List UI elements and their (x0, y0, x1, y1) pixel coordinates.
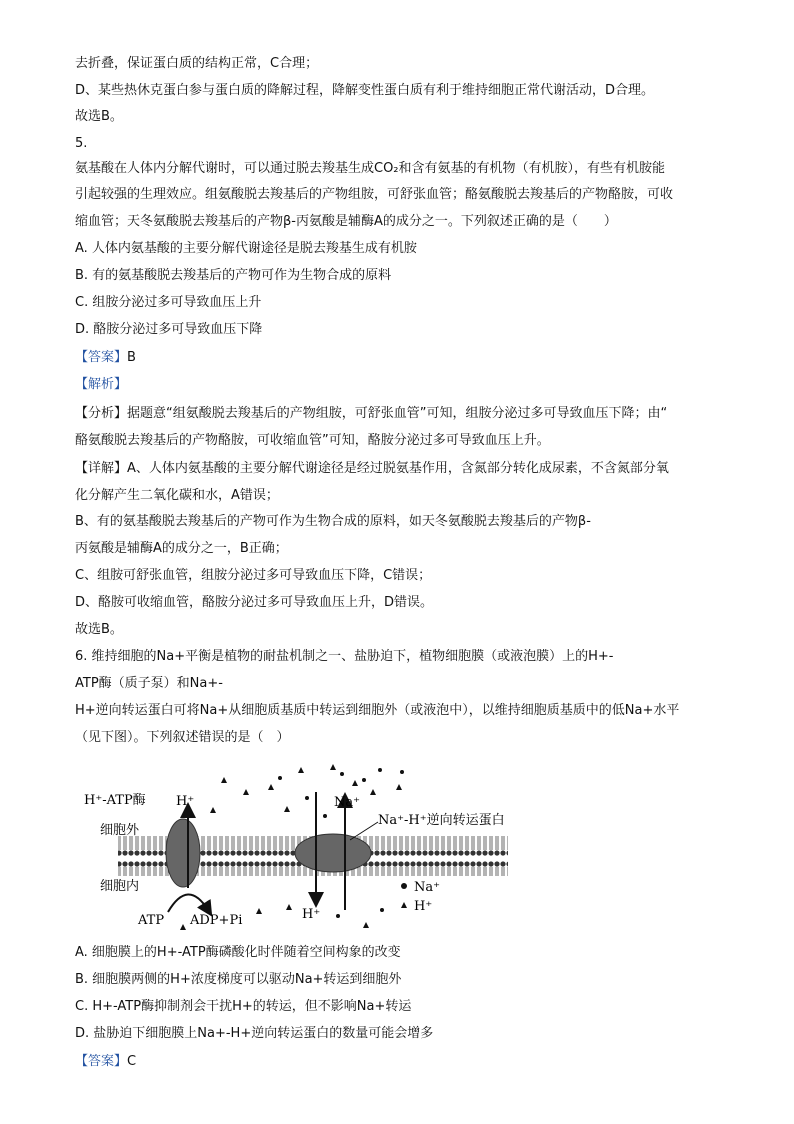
option-d: D. 酪胺分泌过多可导致血压下降 (75, 322, 263, 337)
fenxi-tag: 【分析】 (75, 406, 128, 421)
question-stem: 氨基酸在人体内分解代谢时，可以通过脱去羧基生成CO₂和含有氨基的有机物（有机胺），有些有机胺能 (75, 161, 666, 176)
inside-label: 细胞内 (100, 879, 140, 894)
text-line: 故选B。 (75, 109, 123, 124)
xiangjie-tag: 【详解】 (75, 461, 128, 476)
analysis-tag (75, 376, 127, 394)
answer-tag: 【答案】 (75, 350, 128, 365)
question-stem: H+逆向转运蛋白可将Na+从细胞质基质中转运到细胞外（或液泡中），以维持细胞质基质中的低Na+水平 (75, 703, 680, 718)
antiporter-label: Na⁺-H⁺逆向转运蛋白 (378, 813, 505, 828)
question-stem: 缩血管；天冬氨酸脱去羧基后的产物β-丙氨酸是辅酶A的成分之一。下列叙述正确的是（ ） (75, 214, 617, 229)
atpase-protein (166, 819, 200, 887)
fenxi-text: 据题意“组氨酸脱去羧基后的产物组胺，可舒张血管”可知，组胺分泌过多可导致血压下降；由“ (127, 406, 668, 421)
question-number: 5. (75, 136, 88, 151)
option-c: C. H+-ATP酶抑制剂会干扰H+的转运，但不影响Na+转运 (75, 999, 412, 1014)
fenxi-line (75, 405, 667, 423)
option-d: D. 盐胁迫下细胞膜上Na+-H+逆向转运蛋白的数量可能会增多 (75, 1026, 434, 1041)
analysis-label: 【解析】 (75, 377, 128, 392)
na-top-label: Na⁺ (334, 795, 360, 810)
legend-na-label: Na⁺ (414, 880, 440, 895)
text-line: C、组胺可舒张血管，组胺分泌过多可导致血压下降，C错误； (75, 568, 432, 583)
text-line: 故选B。 (75, 622, 123, 637)
membrane-transport-figure (80, 760, 540, 936)
fenxi-line: 酪氨酸脱去羧基后的产物酪胺，可收缩血管”可知，酪胺分泌过多可导致血压上升。 (75, 433, 550, 448)
answer-tag: 【答案】 (75, 1054, 128, 1069)
atpase-label: H⁺-ATP酶 (84, 793, 146, 808)
antiporter-protein (295, 834, 371, 872)
question-stem: （见下图）。下列叙述错误的是（ ） (75, 730, 290, 745)
text-line: D、某些热休克蛋白参与蛋白质的降解过程，降解变性蛋白质有利于维持细胞正常代谢活动，D合理。 (75, 83, 655, 98)
xiangjie-text: A、人体内氨基酸的主要分解代谢途径是经过脱氨基作用，含氮部分转化成尿素，不含氮部分氧 (127, 461, 669, 476)
xiangjie-line (75, 460, 669, 478)
text-line: B、有的氨基酸脱去羧基后的产物可作为生物合成的原料，如天冬氨酸脱去羧基后的产物β- (75, 514, 591, 529)
question-stem: ATP酶（质子泵）和Na+- (75, 676, 223, 691)
option-b: B. 有的氨基酸脱去羧基后的产物可作为生物合成的原料 (75, 268, 392, 283)
text-line: D、酪胺可收缩血管，酪胺分泌过多可导致血压上升，D错误。 (75, 595, 434, 610)
option-a: A. 人体内氨基酸的主要分解代谢途径是脱去羧基生成有机胺 (75, 241, 417, 256)
text-line: 丙氨酸是辅酶A的成分之一，B正确； (75, 541, 288, 556)
option-c: C. 组胺分泌过多可导致血压上升 (75, 295, 262, 310)
legend-h-marker (401, 902, 407, 908)
option-b: B. 细胞膜两侧的H+浓度梯度可以驱动Na+转运到细胞外 (75, 972, 402, 987)
text-line: 去折叠，保证蛋白质的结构正常，C合理； (75, 56, 319, 71)
option-a: A. 细胞膜上的H+-ATP酶磷酸化时伴随着空间构象的改变 (75, 945, 401, 960)
adp-label: ADP+Pi (190, 913, 243, 928)
atp-hydrolysis-arrow (168, 894, 208, 912)
legend-na-marker (401, 883, 407, 889)
answer-line (75, 349, 136, 367)
answer-value: B (127, 350, 136, 365)
h-top-label: H⁺ (176, 794, 195, 809)
answer-line (75, 1053, 136, 1071)
legend-h-label: H⁺ (414, 899, 433, 914)
question-stem: 6. 维持细胞的Na+平衡是植物的耐盐机制之一、盐胁迫下，植物细胞膜（或液泡膜）上的H+- (75, 649, 614, 664)
outside-label: 细胞外 (100, 823, 140, 838)
text-line: 化分解产生二氧化碳和水，A错误； (75, 488, 279, 503)
question-stem: 引起较强的生理效应。组氨酸脱去羧基后的产物组胺，可舒张血管；酪氨酸脱去羧基后的产物酪胺，可收 (75, 187, 674, 202)
h-bottom-label: H⁺ (302, 907, 321, 922)
atp-label: ATP (138, 913, 165, 928)
answer-value: C (127, 1054, 137, 1069)
